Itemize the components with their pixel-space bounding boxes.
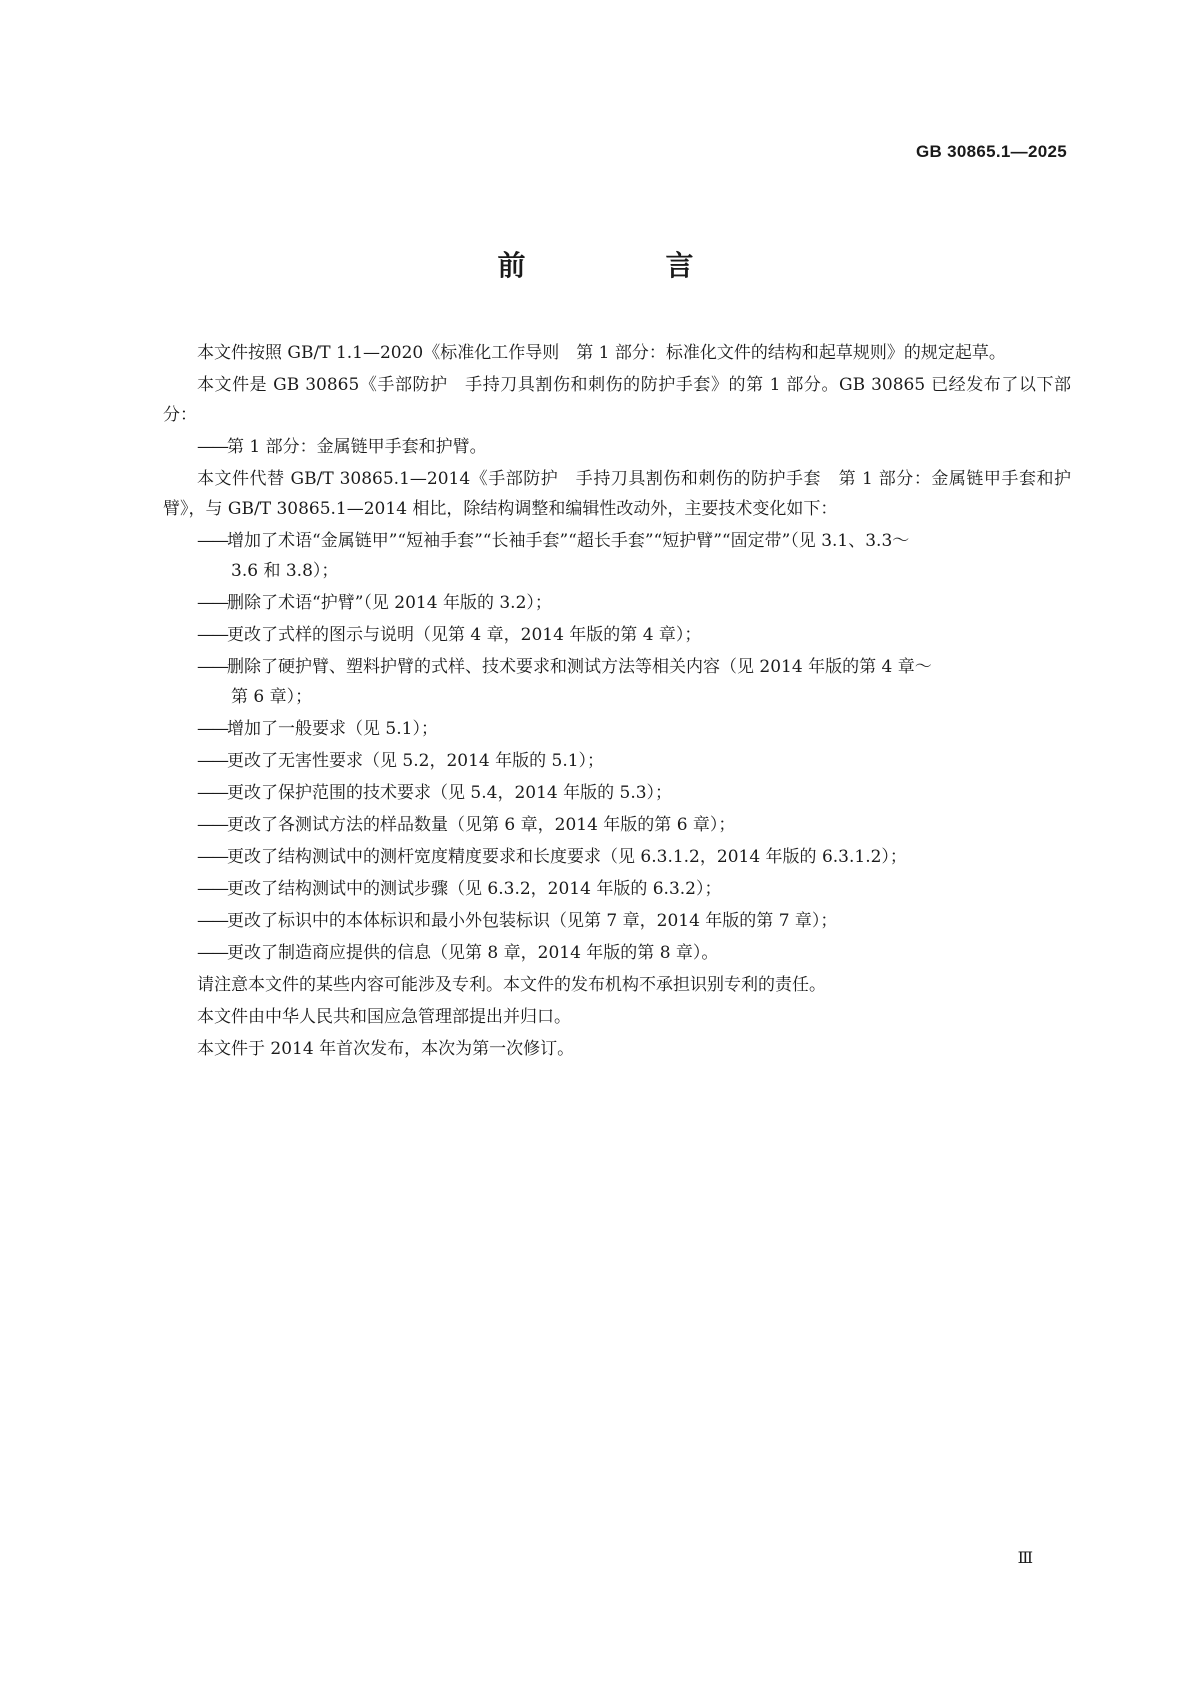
- change-text: 更改了无害性要求（见 5.2，2014 年版的 5.1）；: [227, 751, 605, 771]
- paragraph-line: 本文件代替 GB/T 30865.1—2014《手部防护 手持刀具割伤和刺伤的防护手套 第 1 部分：金属: [197, 469, 967, 489]
- paragraph-line: 本文件是 GB 30865《手部防护 手持刀具割伤和刺伤的防护手套》的第 1 部分。GB 30865 已经发: [197, 375, 984, 395]
- change-list-item: [163, 588, 1071, 618]
- dash-marker: ——: [197, 815, 227, 835]
- change-list-item: [163, 778, 1071, 808]
- change-text: 更改了各测试方法的样品数量（见第 6 章，2014 年版的第 6 章）；: [227, 815, 736, 835]
- change-text: 增加了术语“金属链甲”“短袖手套”“长袖手套”“超长手套”“短护臂”“固定带”（见 3.1、3.3～: [227, 531, 910, 551]
- change-text: 更改了标识中的本体标识和最小外包装标识（见第 7 章，2014 年版的第 7 章）；: [227, 911, 838, 931]
- paragraph-patent-note: 请注意本文件的某些内容可能涉及专利。本文件的发布机构不承担识别专利的责任。: [197, 975, 826, 995]
- change-text-continuation: 第 6 章）；: [231, 687, 313, 707]
- page-title: 前 言: [497, 249, 750, 282]
- change-text: 更改了结构测试中的测杆宽度精度要求和长度要求（见 6.3.1.2，2014 年版的 6.3.1.2）；: [227, 847, 907, 867]
- paragraph-replacement: [163, 464, 1071, 524]
- change-list-item: [163, 810, 1071, 840]
- paragraph-part-structure: [163, 370, 1071, 430]
- dash-marker: ——: [197, 911, 227, 931]
- change-list-item: [163, 938, 1071, 968]
- change-text: 更改了结构测试中的测试步骤（见 6.3.2，2014 年版的 6.3.2）；: [227, 879, 722, 899]
- change-text: 增加了一般要求（见 5.1）；: [227, 719, 438, 739]
- change-text: 更改了制造商应提供的信息（见第 8 章，2014 年版的第 8 章）。: [227, 943, 719, 963]
- paragraph-drafting-rules: [163, 338, 1071, 368]
- technical-changes-list: [163, 526, 1071, 968]
- paragraph-line: 起草。: [954, 343, 1006, 363]
- paragraph-proposer: 本文件由中华人民共和国应急管理部提出并归口。: [197, 1007, 571, 1027]
- change-list-item: [163, 526, 1071, 556]
- dash-marker: ——: [197, 593, 227, 613]
- dash-marker: ——: [197, 879, 227, 899]
- paragraph-line: 链甲手套和护臂》，与 GB/T 30865.1—2014 相比，除结构调整和编辑性改动外，主要技术变化如下：: [163, 469, 1071, 519]
- change-text: 删除了术语“护臂”（见 2014 年版的 3.2）；: [227, 593, 552, 613]
- list-item-part: [163, 432, 1071, 462]
- change-list-item: [163, 874, 1071, 904]
- change-list-item: [163, 652, 1071, 682]
- dash-marker: ——: [197, 847, 227, 867]
- dash-marker: ——: [197, 531, 227, 551]
- paragraph-line: 布了以下部分：: [163, 375, 1072, 425]
- dash-marker: ——: [197, 657, 227, 677]
- change-list-item: [163, 714, 1071, 744]
- change-list-item: [163, 906, 1071, 936]
- dash-marker: ——: [197, 751, 227, 771]
- dash-marker: ——: [197, 437, 227, 457]
- list-item-text: 第 1 部分：金属链甲手套和护臂。: [227, 437, 487, 457]
- dash-marker: ——: [197, 719, 227, 739]
- change-list-item: [163, 746, 1071, 776]
- dash-marker: ——: [197, 783, 227, 803]
- dash-marker: ——: [197, 943, 227, 963]
- paragraph-history: 本文件于 2014 年首次发布，本次为第一次修订。: [197, 1039, 575, 1059]
- change-text: 删除了硬护臂、塑料护臂的式样、技术要求和测试方法等相关内容（见 2014 年版的第 4 章～: [227, 657, 932, 677]
- paragraph-line: 本文件按照 GB/T 1.1—2020《标准化工作导则 第 1 部分：标准化文件的结构和起草规则》的规定: [197, 343, 955, 363]
- change-list-item: [163, 620, 1071, 650]
- change-text: 更改了保护范围的技术要求（见 5.4，2014 年版的 5.3）；: [227, 783, 673, 803]
- change-text: 更改了式样的图示与说明（见第 4 章，2014 年版的第 4 章）；: [227, 625, 702, 645]
- dash-marker: ——: [197, 625, 227, 645]
- document-code: GB 30865.1—2025: [916, 142, 1067, 161]
- change-list-item: [163, 842, 1071, 872]
- change-text-continuation: 3.6 和 3.8）；: [231, 561, 339, 581]
- page-number: Ⅲ: [1017, 1548, 1033, 1567]
- document-body: [163, 338, 1071, 1066]
